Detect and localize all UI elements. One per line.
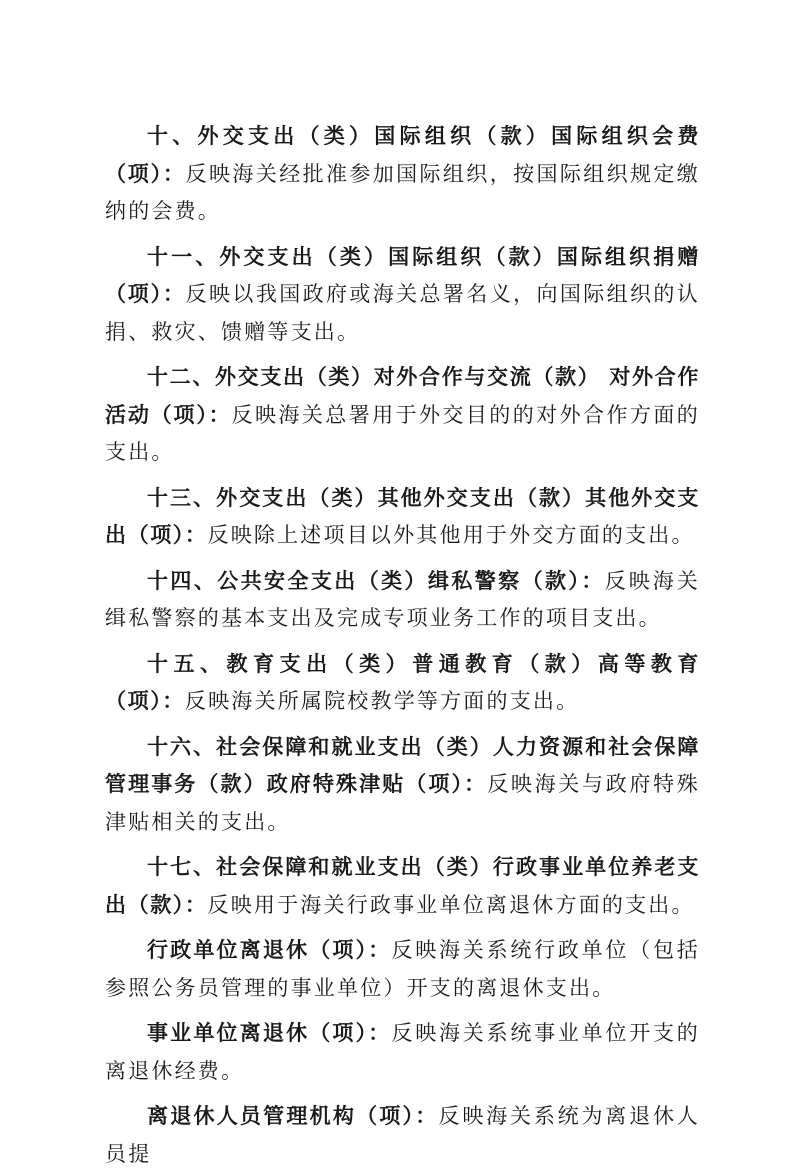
paragraph-heading: 十四、公共安全支出（类）缉私警察（款）：: [147, 568, 605, 593]
paragraph-text: 反映海关缉私警察的基本支出及完成专项业务工作的项目支出。: [105, 568, 700, 630]
paragraph-17: [105, 849, 700, 924]
paragraph-heading: 十三、外交支出（类）其他外交支出（款）其他外交支出（项）：: [105, 485, 700, 547]
paragraph-12: [105, 359, 700, 472]
paragraph-text: 反映海关系统为离退休人员提: [105, 1104, 700, 1166]
paragraph-text: 反映海关所属院校教学等方面的支出。: [184, 689, 580, 713]
paragraph-text: 反映用于海关行政事业单位离退休方面的支出。: [207, 892, 695, 917]
paragraph-16: [105, 729, 700, 842]
paragraph-15: [105, 646, 700, 721]
paragraph-retiree-management: [105, 1098, 700, 1173]
paragraph-heading: 行政单位离退休（项）：: [147, 938, 392, 962]
paragraph-admin-retirement: [105, 932, 700, 1007]
paragraph-10: [105, 118, 700, 231]
paragraph-14: [105, 563, 700, 638]
paragraph-text: 反映海关经批准参加国际组织，按国际组织规定缴纳的会费。: [105, 161, 700, 223]
paragraph-text: 反映海关与政府特殊津贴相关的支出。: [105, 772, 700, 834]
paragraph-13: [105, 480, 700, 555]
paragraph-heading: 十七、社会保障和就业支出（类）行政事业单位养老支出（款）：: [105, 855, 700, 917]
paragraph-text: 反映除上述项目以外其他用于外交方面的支出。: [207, 523, 695, 547]
paragraph-heading: 十二、外交支出（类）对外合作与交流（款） 对外合作活动（项）：: [105, 365, 700, 427]
paragraph-11: [105, 239, 700, 352]
paragraph-heading: 十五、教育支出（类）普通教育（款）高等教育（项）：: [105, 651, 700, 713]
paragraph-text: 反映海关系统行政单位（包括参照公务员管理的事业单位）开支的离退休支出。: [105, 938, 700, 1000]
paragraph-heading: 十六、社会保障和就业支出（类）人力资源和社会保障管理事务（款）政府特殊津贴（项）：: [105, 734, 700, 796]
paragraph-text: 反映以我国政府或海关总署名义，向国际组织的认捐、救灾、馈赠等支出。: [105, 282, 700, 344]
paragraph-heading: 十、外交支出（类）国际组织（款）国际组织会费（项）：: [105, 124, 700, 186]
paragraph-text: 反映海关总署用于外交目的的对外合作方面的支出。: [105, 402, 700, 464]
paragraph-heading: 十一、外交支出（类）国际组织（款）国际组织捐赠（项）：: [105, 244, 700, 306]
paragraph-institution-retirement: [105, 1015, 700, 1090]
paragraph-heading: 事业单位离退休（项）：: [147, 1021, 392, 1045]
paragraph-heading: 离退休人员管理机构（项）：: [147, 1104, 439, 1128]
paragraph-text: 反映海关系统事业单位开支的离退休经费。: [105, 1021, 700, 1083]
